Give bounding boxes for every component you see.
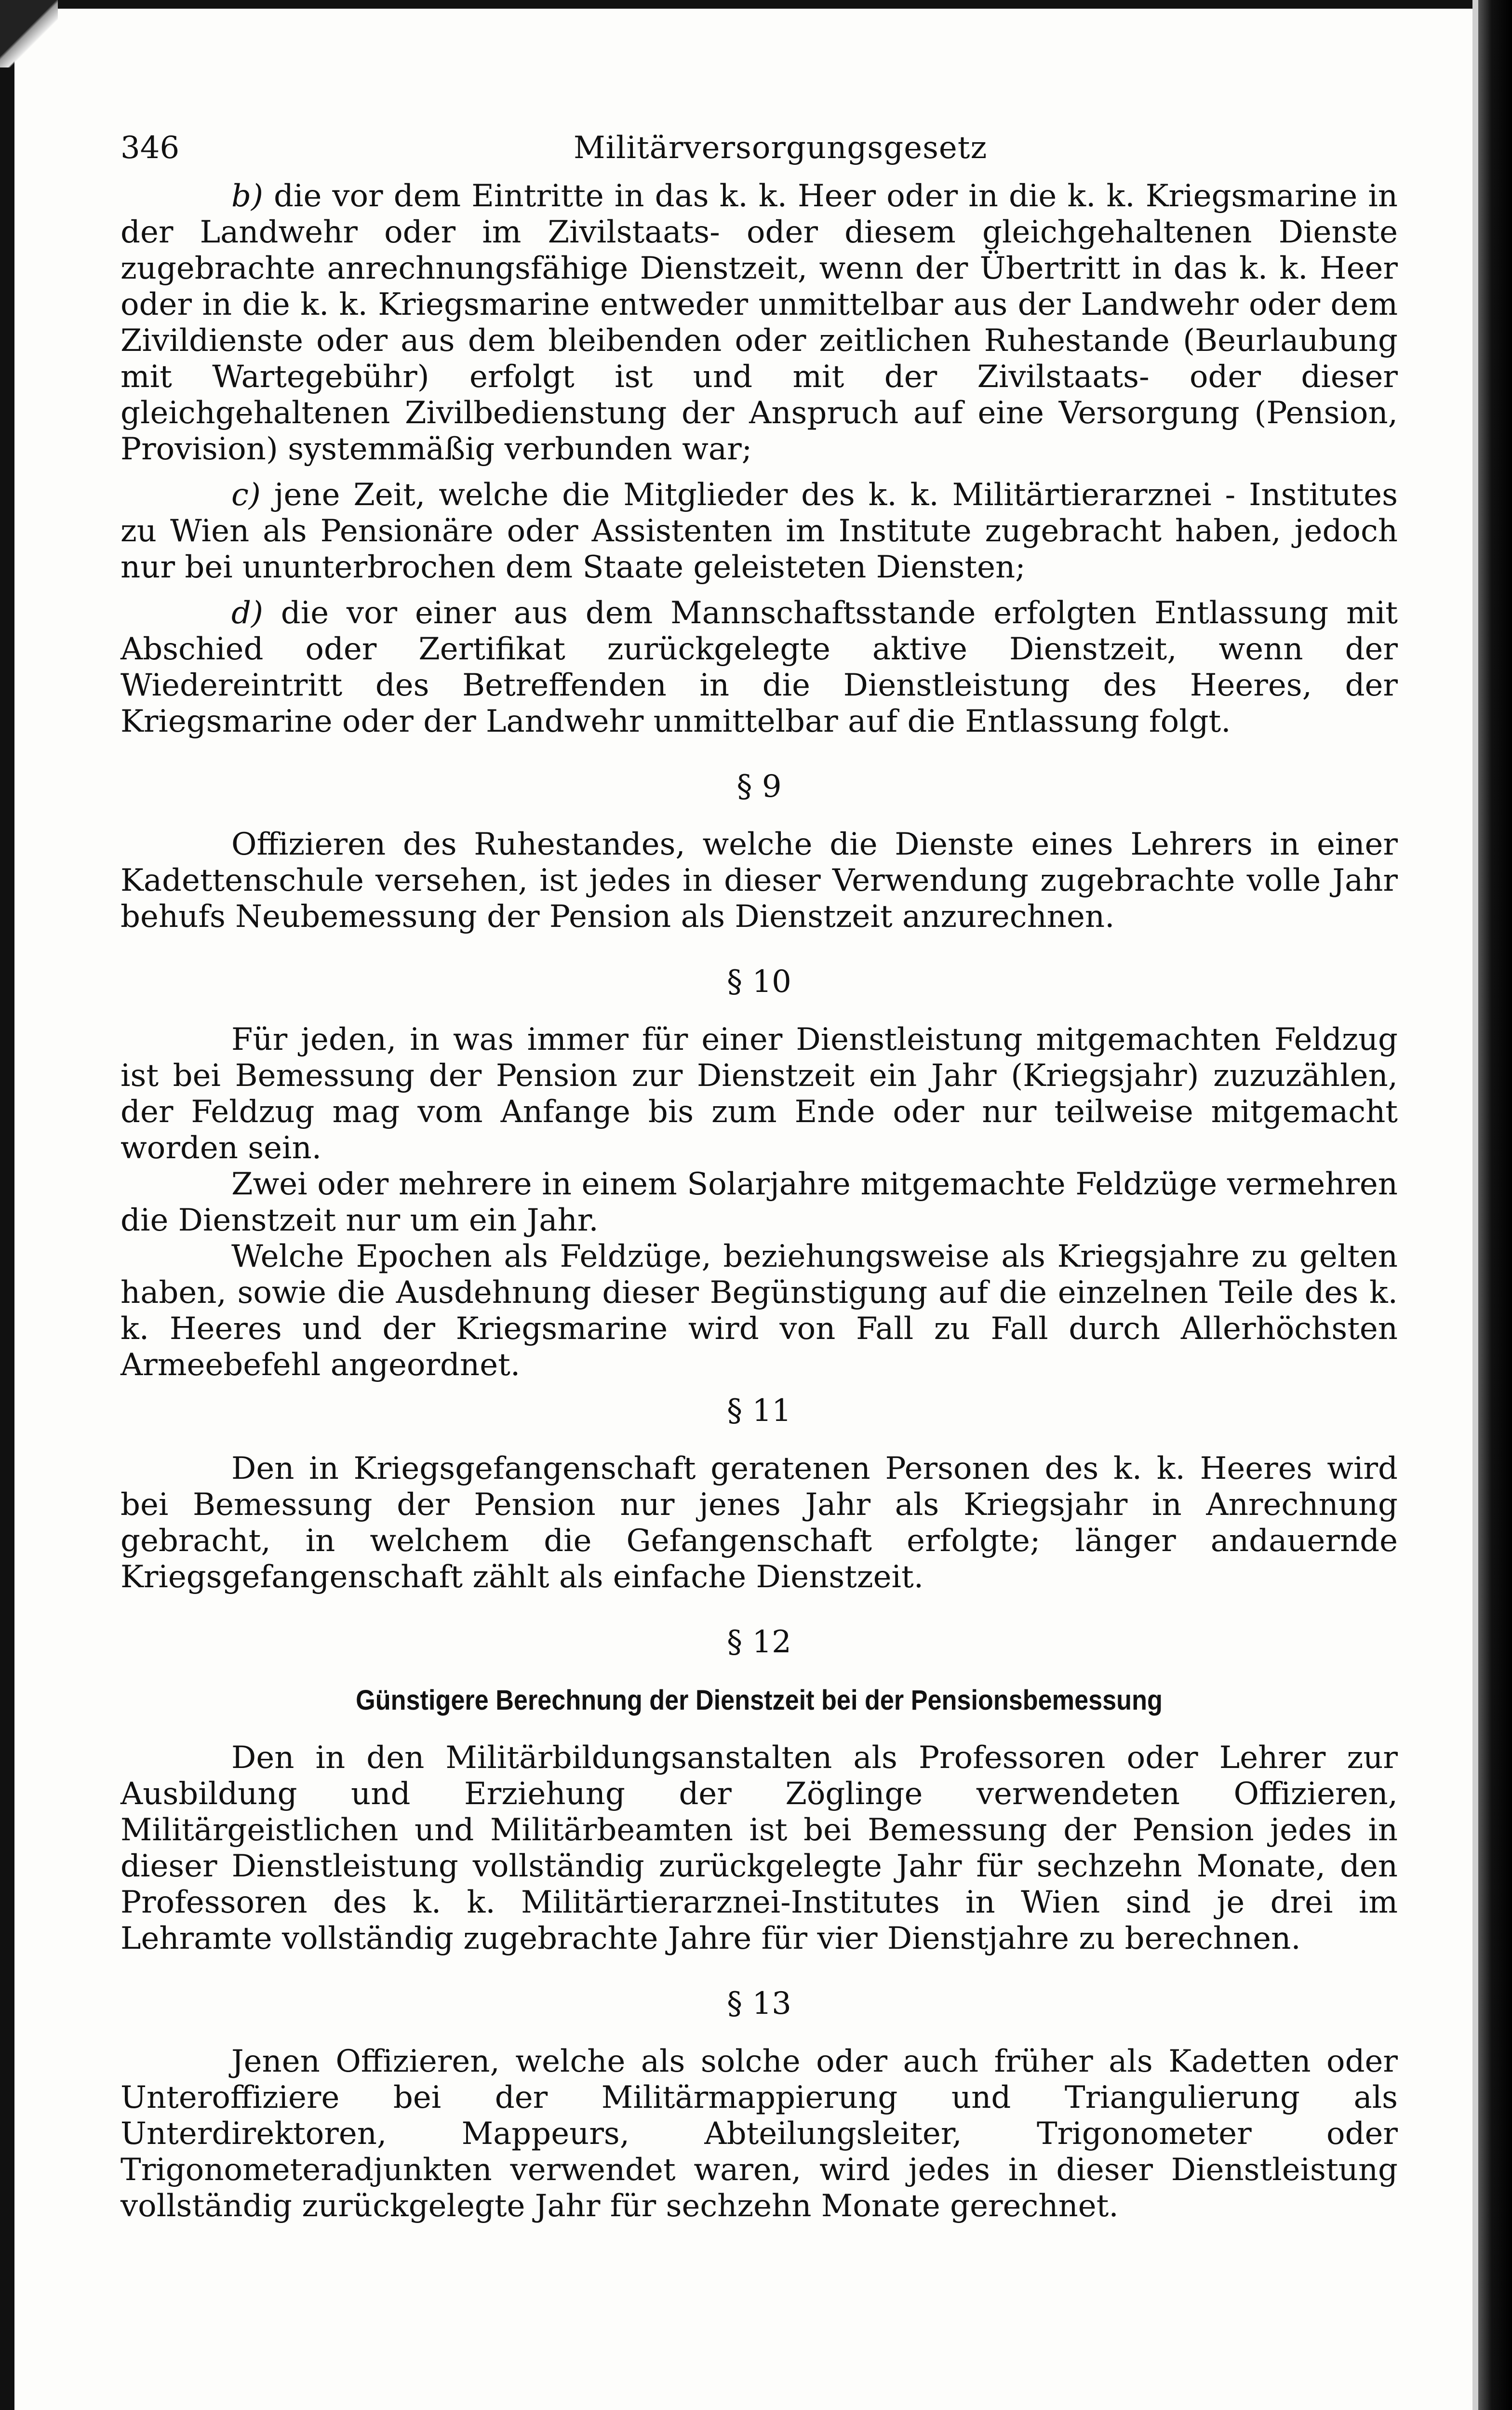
item-text: die vor einer aus dem Mannschaftsstande erfolgten Entlassung mit Abschied oder Zertifikat zurückgelegte aktive Dienstzeit, wenn der Wiedereintritt des Betreffenden in die Dienstleistung des Heeres, der Kriegsmarine oder der Landwehr unmittelbar auf die Entlassung folgt. [120, 595, 1398, 739]
running-title: Militärversorgungsgesetz [574, 130, 988, 166]
section-10-paragraph-3: Welche Epochen als Feldzüge, beziehungsweise als Kriegsjahre zu gelten haben, sowie die Ausdehnung dieser Begünstigung auf die einzelnen Teile des k. k. Heeres und der Kriegsmarine wird von Fall zu Fall durch Allerhöchsten Armeebefehl angeordnet. [120, 1239, 1398, 1383]
scan-border-top [0, 0, 1512, 9]
section-11-paragraph: Den in Kriegsgefangenschaft geratenen Personen des k. k. Heeres wird bei Bemessung der Pension nur jenes Jahr als Kriegsjahr in Anrechnung gebracht, in welchem die Gefangenschaft erfolgte; länger andauernde Kriegsgefangenschaft zählt als einfache Dienstzeit. [120, 1451, 1398, 1595]
section-12-paragraph: Den in den Militärbildungsanstalten als Professoren oder Lehrer zur Ausbildung und Erziehung der Zöglinge verwendeten Offizieren, Militärgeistlichen und Militärbeamten ist bei Bemessung der Pension jedes in dieser Dienstleistung vollständig zurückgelegte Jahr für sechzehn Monate, den Professoren des k. k. Militärtierarznei-Institutes in Wien sind je drei im Lehramte vollständig zugebrachte Jahre für vier Dienstjahre zu berechnen. [120, 1740, 1398, 1956]
section-mark-9: § 9 [736, 769, 782, 804]
item-text: jene Zeit, welche die Mitglieder des k. k. Militärtierarznei - Institutes zu Wien als Pensionäre oder Assistenten im Institute zugebracht haben, jedoch nur bei ununterbrochen dem Staate geleisteten Diensten; [120, 477, 1398, 585]
section-10-paragraph-1: Für jeden, in was immer für einer Dienstleistung mitgemachten Feldzug ist bei Bemessung der Pension zur Dienstzeit ein Jahr (Kriegsjahr) zuzuzählen, der Feldzug mag vom Anfange bis zum Ende oder nur teilweise mitgemacht worden sein. [120, 1022, 1398, 1166]
section-mark-10: § 10 [727, 964, 791, 1000]
running-header [120, 120, 1398, 178]
section-mark-13: § 13 [727, 1986, 791, 2022]
section-10-paragraph-2: Zwei oder mehrere in einem Solarjahre mitgemachte Feldzüge vermehren die Dienstzeit nur um ein Jahr. [120, 1166, 1398, 1238]
item-label: d) [231, 595, 263, 631]
list-item-b [120, 178, 1398, 468]
section-12-heading: Günstigere Berechnung der Dienstzeit bei der Pensionsbemessung [356, 1685, 1163, 1716]
list-item-d [120, 595, 1398, 740]
item-label: b) [231, 178, 263, 214]
folded-corner [0, 0, 58, 67]
section-mark-12: § 12 [727, 1624, 791, 1660]
page-number: 346 [120, 130, 180, 166]
section-13-paragraph: Jenen Offizieren, welche als solche oder auch früher als Kadetten oder Unteroffiziere bei der Militärmappierung und Triangulierung als Unterdirektoren, Mappeurs, Abteilungsleiter, Trigonometer oder Trigonometeradjunkten verwendet waren, wird jedes in dieser Dienstleistung vollständig zurückgelegte Jahr für sechzehn Monate gerechnet. [120, 2044, 1398, 2224]
page-content [120, 120, 1398, 2224]
list-item-c [120, 477, 1398, 586]
item-label: c) [231, 477, 261, 513]
scan-border-right [1478, 0, 1512, 2410]
item-text: die vor dem Eintritte in das k. k. Heer oder in die k. k. Kriegsmarine in der Landwehr oder im Zivilstaats- oder diesem gleichgehaltenen Dienste zugebrachte anrechnungsfähige Dienstzeit, wenn der Übertritt in das k. k. Heer oder in die k. k. Kriegsmarine entweder unmittelbar aus der Landwehr oder dem Zivildienste oder aus dem bleibenden oder zeitlichen Ruhestande (Beurlaubung mit Wartegebühr) erfolgt ist und mit der Zivilstaats- oder dieser gleichgehaltenen Zivilbedienstung der Anspruch auf eine Versorgung (Pension, Provision) systemmäßig verbunden war; [120, 178, 1398, 467]
section-mark-11: § 11 [727, 1393, 791, 1429]
scan-border-right-shadow [1472, 0, 1478, 2410]
scan-border-left [0, 0, 14, 2410]
section-9-paragraph: Offizieren des Ruhestandes, welche die Dienste eines Lehrers in einer Kadettenschule versehen, ist jedes in dieser Verwendung zugebrachte volle Jahr behufs Neubemessung der Pension als Dienstzeit anzurechnen. [120, 827, 1398, 935]
